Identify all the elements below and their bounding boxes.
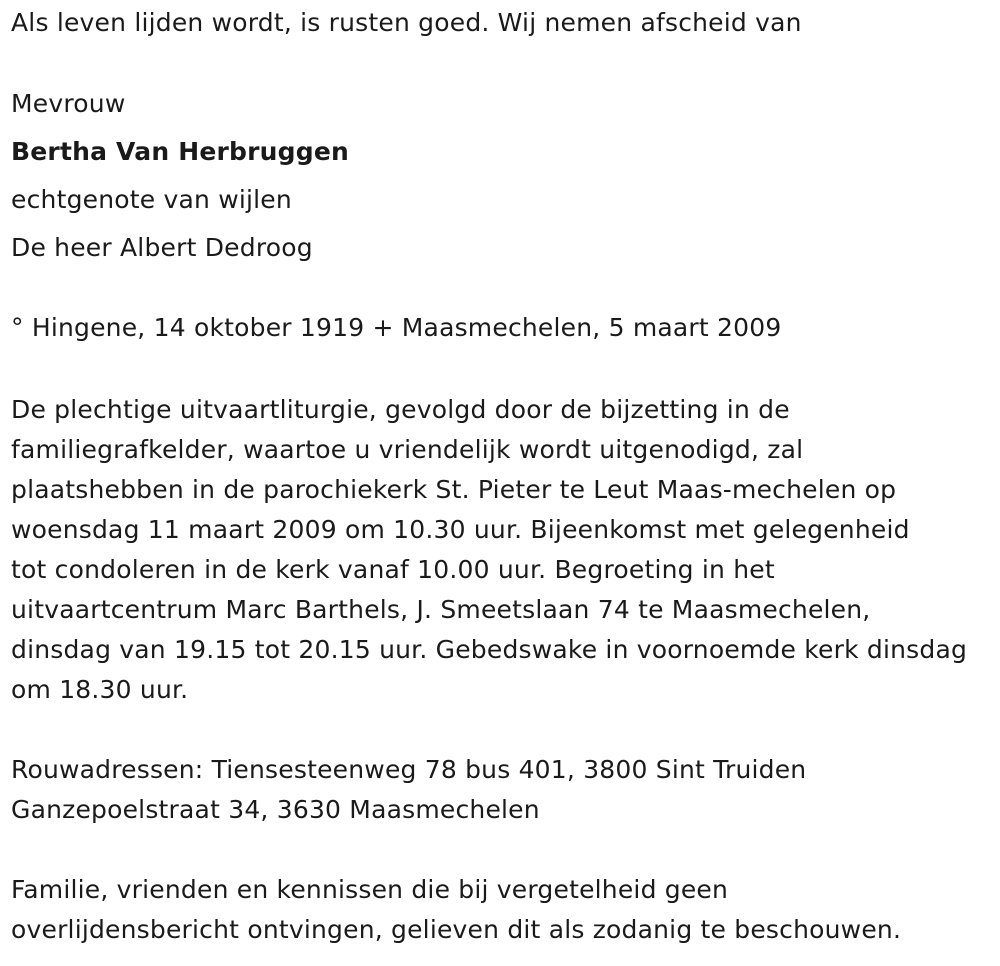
funeral-line: dinsdag van 19.15 tot 20.15 uur. Gebedswake in voornoemde kerk dinsdag — [11, 635, 968, 664]
address-line: Ganzepoelstraat 34, 3630 Maasmechelen — [11, 795, 540, 824]
closing-line: Familie, vrienden en kennissen die bij vergetelheid geen — [11, 875, 729, 904]
birth-death-dates: ° Hingene, 14 oktober 1919 + Maasmechelen, 5 maart 2009 — [11, 313, 782, 342]
mourning-addresses — [11, 750, 806, 830]
funeral-line: om 18.30 uur. — [11, 675, 189, 704]
funeral-line: De plechtige uitvaartliturgie, gevolgd door de bijzetting in de — [11, 395, 790, 424]
address-line: Rouwadressen: Tiensesteenweg 78 bus 401, 3800 Sint Truiden — [11, 755, 807, 784]
deceased-title: Mevrouw — [11, 89, 126, 118]
funeral-line: uitvaartcentrum Marc Barthels, J. Smeetslaan 74 te Maasmechelen, — [11, 595, 871, 624]
funeral-line: familiegrafkelder, waartoe u vriendelijk wordt uitgenodigd, zal — [11, 435, 804, 464]
funeral-line: woensdag 11 maart 2009 om 10.30 uur. Bijeenkomst met gelegenheid — [11, 515, 910, 544]
spouse-name: De heer Albert Dedroog — [11, 233, 313, 262]
deceased-name: Bertha Van Herbruggen — [11, 137, 349, 166]
funeral-details — [11, 390, 967, 710]
relation-text: echtgenote van wijlen — [11, 185, 292, 214]
funeral-line: plaatshebben in de parochiekerk St. Pieter te Leut Maas-mechelen op — [11, 475, 897, 504]
funeral-line: tot condoleren in de kerk vanaf 10.00 uur. Begroeting in het — [11, 555, 775, 584]
intro-text: Als leven lijden wordt, is rusten goed. Wij nemen afscheid van — [11, 8, 802, 37]
closing-line: overlijdensbericht ontvingen, gelieven dit als zodanig te beschouwen. — [11, 915, 902, 944]
closing-note — [11, 870, 901, 950]
